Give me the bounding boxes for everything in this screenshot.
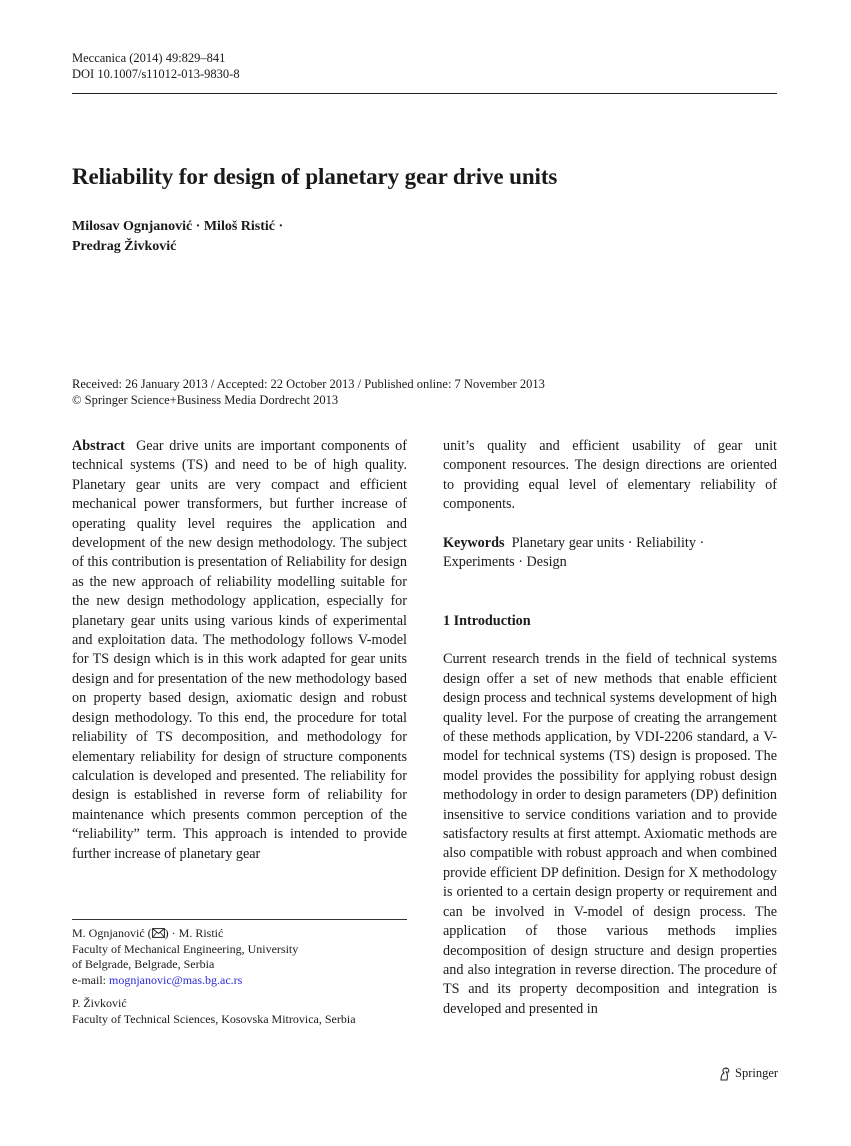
abstract-label: Abstract	[72, 438, 125, 454]
email-label: e-mail:	[72, 972, 109, 987]
introduction-text: Current research trends in the field of technical systems design offer a set of new methods that enable efficient design process and technical systems development of high quality level. For the purpose of creating the arrangement of these methods application, by VDI-2206 standard, a V-model for technical systems (TS) design is proposed. The model provides the possibility for applying robust design methodology in order to design parameters (DP) definition insensitive to service conditions variation and to provide satisfactory results at first attempt. Axiomatic methods are also compatible with robust approach and when combined provide efficient DP definition. Design for X methodology is oriented to a certain design property or requirement and can be involved in V-model of design process. The application of those various methods implies decomposition of design structure and design properties and also integration in reverse direction. The procedure of TS and its property decomposition and integration is developed and presented in	[443, 651, 777, 1017]
header-rule	[72, 93, 777, 94]
paper-title: Reliability for design of planetary gear drive units	[72, 164, 558, 189]
right-column	[443, 437, 777, 1019]
journal-citation: Meccanica (2014) 49:829–841	[72, 51, 226, 65]
publication-dates	[72, 376, 545, 408]
keywords-paragraph	[443, 534, 777, 573]
publisher-name: Springer	[735, 1066, 779, 1080]
dates-line: Received: 26 January 2013 / Accepted: 22 October 2013 / Published online: 7 November 2013	[72, 377, 545, 391]
author-footnote	[72, 926, 417, 1028]
footnote-author-1: M. Ognjanović (	[72, 926, 152, 940]
authors-line-2: Predrag Živković	[72, 239, 177, 254]
doi: DOI 10.1007/s11012-013-9830-8	[72, 67, 240, 81]
envelope-icon	[152, 926, 165, 940]
abstract-paragraph	[72, 437, 407, 864]
footnote-rule	[72, 919, 407, 920]
springer-horse-icon	[718, 1067, 731, 1081]
section-heading-introduction: 1 Introduction	[443, 612, 531, 629]
footnote-author-2: ) · M. Ristić	[164, 926, 224, 940]
authors-line-1: Milosav Ognjanović · Miloš Ristić ·	[72, 219, 284, 234]
author-list	[72, 217, 283, 257]
email-link[interactable]: mognjanovic@mas.bg.ac.rs	[108, 972, 243, 987]
affiliation-2: Faculty of Technical Sciences, Kosovska Mitrovica, Serbia	[72, 1011, 356, 1026]
keywords-label: Keywords	[443, 535, 505, 552]
affiliation-1-line-2: of Belgrade, Belgrade, Serbia	[72, 957, 215, 972]
abstract-continued: unit’s quality and efficient usability of gear unit component resources. The design directions are oriented to providing equal level of elementary reliability of components.	[443, 438, 777, 513]
affiliation-1-line-1: Faculty of Mechanical Engineering, University	[72, 941, 299, 956]
footnote-authors	[72, 926, 417, 942]
footnote-author-3: P. Živković	[72, 996, 127, 1011]
left-column	[72, 437, 407, 864]
journal-header	[72, 50, 240, 82]
copyright-line: © Springer Science+Business Media Dordrecht 2013	[72, 393, 339, 407]
abstract-text: Gear drive units are important components of technical systems (TS) and need to be of high quality. Planetary gear units are very compact and efficient mechanical power transformers, but further increase of operating quality level requires the application and development of the new design methodology. The subject of this contribution is presentation of Reliability for design as the new approach of reliability modelling suitable for the new design methodology application, especially for planetary gear units using various kinds of experimental and exploitation data. The methodology follows V-model for TS design which is in this work adapted for gear units design and for presentation of the new methodology based on property based design, axiomatic design and robust design methodology. To this end, the procedure for total reliability of TS decomposition, and methodology for elementary reliability for design of structure components calculation is developed and presented. The reliability for design is established in reverse form of reliability for maintenance which presents common perception of the “reliability” term. This approach is intended to provide further increase of planetary gear	[72, 438, 408, 862]
keywords-text: Planetary gear units · Reliability · Experiments · Design	[443, 535, 705, 571]
publisher-logo	[718, 1066, 778, 1081]
email-line	[72, 973, 417, 989]
